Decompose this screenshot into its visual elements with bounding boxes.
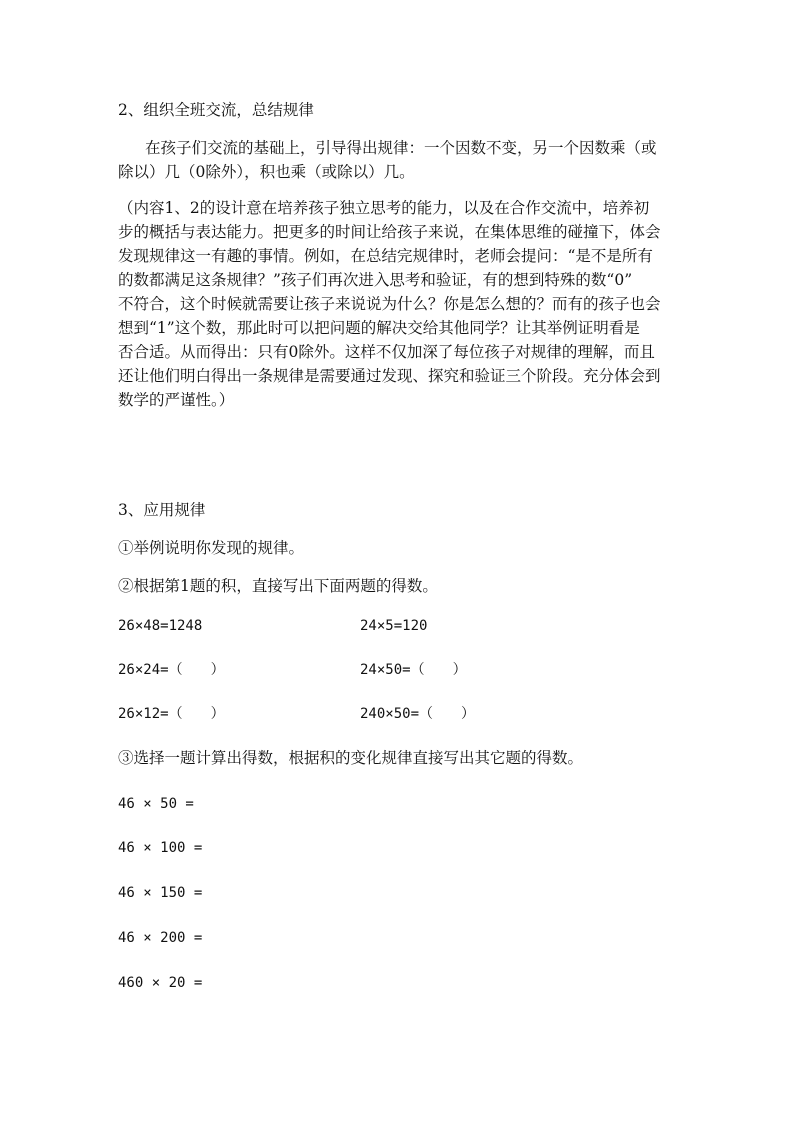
rule-paragraph — [118, 136, 680, 184]
design-note-line: 还让他们明白得出一条规律是需要通过发现、探究和验证三个阶段。充分体会到 — [118, 367, 661, 385]
design-note-paragraph — [118, 196, 680, 412]
exercise-equation: 46 × 200 = — [118, 930, 203, 946]
equation-right-3: 240×50=（ ） — [360, 706, 476, 722]
exercise-item-1: ①举例说明你发现的规律。 — [118, 539, 305, 557]
exercise-equation: 46 × 100 = — [118, 840, 203, 856]
equation-right-1: 24×5=120 — [360, 618, 428, 634]
design-note-line: 的数都满足这条规律？”孩子们再次进入思考和验证，有的想到特殊的数“0” — [118, 271, 633, 289]
exercise-item-3: ③选择一题计算出得数，根据积的变化规律直接写出其它题的得数。 — [118, 749, 584, 767]
rule-paragraph-line: 在孩子们交流的基础上，引导得出规律：一个因数不变，另一个因数乘（或 — [145, 139, 657, 157]
design-note-line: 否合适。从而得出：只有0除外。这样不仅加深了每位孩子对规律的理解，而且 — [118, 343, 655, 361]
equation-right-2: 24×50=（ ） — [360, 662, 467, 678]
design-note-line: （内容1、2的设计意在培养孩子独立思考的能力，以及在合作交流中，培养初 — [118, 199, 650, 217]
section2-heading: 2、组织全班交流，总结规律 — [118, 101, 314, 119]
exercise-equation: 46 × 150 = — [118, 885, 203, 901]
exercise-equation: 460 × 20 = — [118, 975, 203, 991]
section3-heading: 3、应用规律 — [118, 501, 206, 519]
design-note-line: 想到“1”这个数，那此时可以把问题的解决交给其他同学？让其举例证明看是 — [118, 319, 640, 337]
design-note-line: 数学的严谨性。） — [118, 391, 235, 409]
equation-left-2: 26×24=（ ） — [118, 662, 225, 678]
equation-left-3: 26×12=（ ） — [118, 706, 225, 722]
design-note-line: 步的概括与表达能力。把更多的时间让给孩子来说，在集体思维的碰撞下，体会 — [118, 223, 661, 241]
design-note-line: 发现规律这一有趣的事情。例如，在总结完规律时，老师会提问：“是不是所有 — [118, 247, 653, 265]
exercise-item-2: ②根据第1题的积，直接写出下面两题的得数。 — [118, 577, 438, 595]
design-note-line: 不符合，这个时候就需要让孩子来说说为什么？你是怎么想的？而有的孩子也会 — [118, 295, 661, 313]
equation-left-1: 26×48=1248 — [118, 618, 203, 634]
rule-paragraph-line: 除以）几（0除外），积也乘（或除以）几。 — [118, 163, 415, 181]
exercise-equation: 46 × 50 = — [118, 796, 194, 812]
